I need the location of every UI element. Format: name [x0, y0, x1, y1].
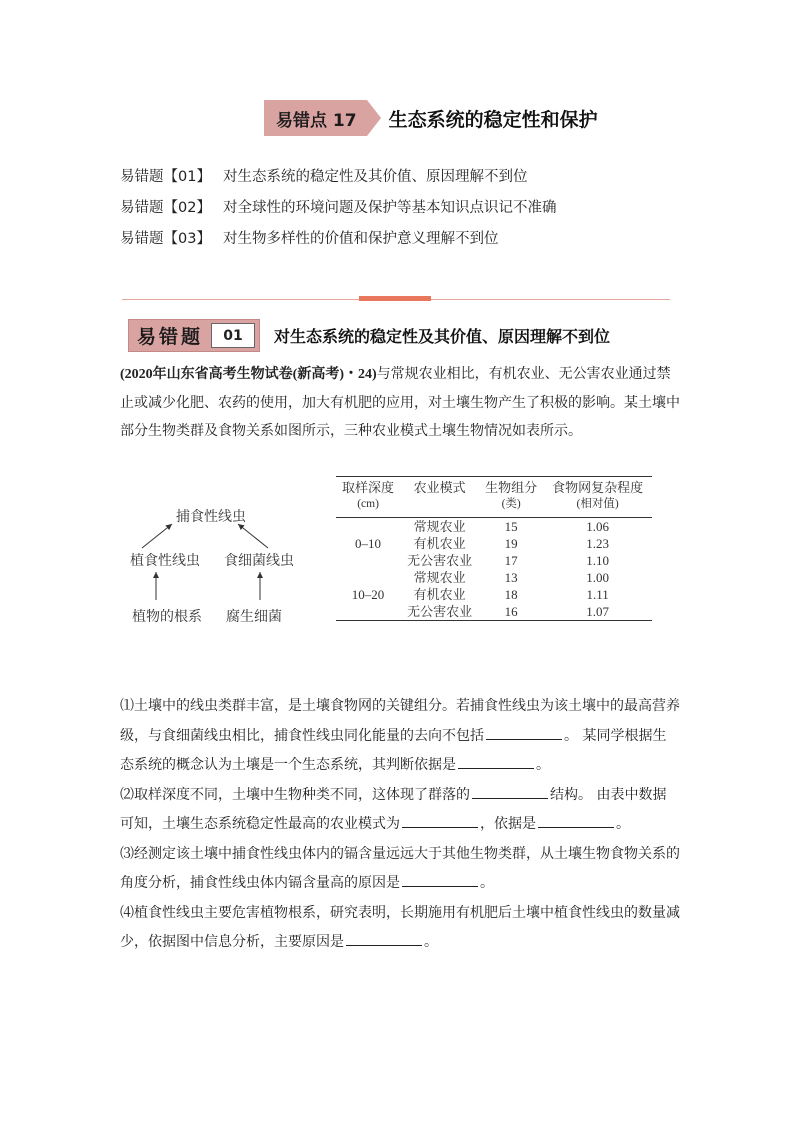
count-cell: 17: [504, 553, 518, 568]
question-intro: [120, 360, 680, 445]
subquestion-2: ⑵取样深度不同，土壤中生物种类不同，这体现了群落的 结构。 由表中数据可知，土壤生态系统稳定性最高的农业模式为 ，依据是 。: [120, 781, 680, 840]
toc-item-code: 【03】: [163, 231, 211, 247]
answer-blank[interactable]: [402, 872, 478, 887]
divider-accent: [359, 296, 431, 301]
subquestion-4: ⑷植食性线虫主要危害植物根系，研究表明，长期施用有机肥后土壤中植食性线虫的数量减少，依据图中信息分析，主要原因是 。: [120, 904, 680, 950]
subquestion-3: ⑶经测定该土壤中捕食性线虫体内的镉含量远远大于其他生物类群，从土壤生物食物关系的角度分析，捕食性线虫体内镉含量高的原因是 。: [120, 845, 680, 891]
answer-blank[interactable]: [472, 784, 548, 799]
count-cell: 15: [504, 519, 518, 534]
col-depth: 取样深度 (cm): [342, 480, 395, 510]
toc-item-text: 对生态系统的稳定性及其价值、原因理解不到位: [222, 169, 528, 185]
node-plant-roots: 植物的根系: [132, 609, 202, 625]
mode-cell: 有机农业: [413, 587, 466, 602]
col-count: 生物组分 (类): [485, 480, 538, 510]
soil-organism-table: [336, 476, 652, 621]
answer-blank[interactable]: [346, 931, 422, 946]
count-cell: 18: [504, 587, 518, 602]
subquestions: [120, 692, 680, 958]
error-point-tag: 易错点 17: [264, 100, 367, 136]
toc-item-01[interactable]: [120, 162, 556, 193]
toc-item-label: 易错题: [120, 200, 164, 216]
mode-cell: 有机农业: [413, 536, 466, 551]
mode-cell: 常规农业: [413, 519, 466, 534]
count-cell: 13: [504, 570, 518, 585]
arrow-bacterivore-to-predator: [238, 524, 268, 548]
toc-item-label: 易错题: [120, 231, 164, 247]
toc-item-text: 对生物多样性的价值和保护意义理解不到位: [222, 231, 499, 247]
complexity-cell: 1.23: [586, 536, 609, 551]
complexity-cell: 1.10: [586, 553, 609, 568]
question-stem: 与常规农业相比，有机农业、无公害农业通过禁止或减少化肥、农药的使用，加大有机肥的应用，对土壤生物产生了积极的影响。某土壤中部分生物类群及食物关系如图所示，三种农业模式土壤生物情况如表所示。: [120, 366, 680, 439]
table-header-row: [336, 477, 652, 518]
section-number: 01: [211, 323, 255, 348]
answer-blank[interactable]: [538, 813, 614, 828]
arrow-herbivore-to-predator: [142, 524, 172, 548]
col-complexity: 食物网复杂程度 (相对值): [552, 480, 644, 510]
table-row: [336, 518, 652, 536]
table-row: [336, 569, 652, 586]
complexity-cell: 1.00: [586, 570, 609, 585]
node-saprophytic-bacteria: 腐生细菌: [226, 609, 282, 625]
col-mode: 农业模式: [413, 480, 466, 495]
section-title: 对生态系统的稳定性及其价值、原因理解不到位: [274, 327, 611, 346]
mode-cell: 常规农业: [413, 570, 466, 585]
answer-blank[interactable]: [402, 813, 478, 828]
node-bacterivorous-nematode: 食细菌线虫: [224, 553, 294, 569]
toc-item-02[interactable]: [120, 193, 556, 224]
section-badge: [128, 319, 260, 352]
depth-cell: 0–10: [355, 536, 382, 551]
count-cell: 19: [504, 536, 518, 551]
subquestion-1: ⑴土壤中的线虫类群丰富，是土壤食物网的关键组分。若捕食性线虫为该土壤中的最高营养级，与食细菌线虫相比，捕食性线虫同化能量的去向不包括 。 某同学根据生态系统的概念认为土壤是一个生态系统，其判断依据是 。: [120, 698, 680, 773]
depth-cell: 10–20: [351, 587, 385, 602]
toc-item-label: 易错题: [120, 169, 164, 185]
complexity-cell: 1.07: [586, 604, 609, 619]
toc-item-code: 【01】: [163, 169, 211, 185]
complexity-cell: 1.06: [586, 519, 609, 534]
count-cell: 16: [504, 604, 518, 619]
node-predatory-nematode: 捕食性线虫: [176, 509, 246, 525]
mode-cell: 无公害农业: [407, 604, 473, 619]
complexity-cell: 1.11: [586, 587, 609, 602]
toc-item-code: 【02】: [163, 200, 211, 216]
toc-item-text: 对全球性的环境问题及保护等基本知识点识记不准确: [222, 200, 557, 216]
answer-blank[interactable]: [486, 725, 562, 740]
food-web-diagram: [120, 490, 320, 640]
toc-item-03[interactable]: [120, 224, 556, 255]
section-header: [128, 319, 610, 352]
answer-blank[interactable]: [458, 754, 534, 769]
section-label: 易错题: [137, 326, 204, 348]
question-source: (2020年山东省高考生物试卷(新高考)・24): [120, 367, 377, 382]
page-title-banner: [264, 100, 598, 136]
node-herbivorous-nematode: 植食性线虫: [130, 553, 200, 569]
page-title: 生态系统的稳定性和保护: [388, 108, 598, 131]
mode-cell: 无公害农业: [407, 553, 473, 568]
toc-list: [120, 162, 556, 255]
